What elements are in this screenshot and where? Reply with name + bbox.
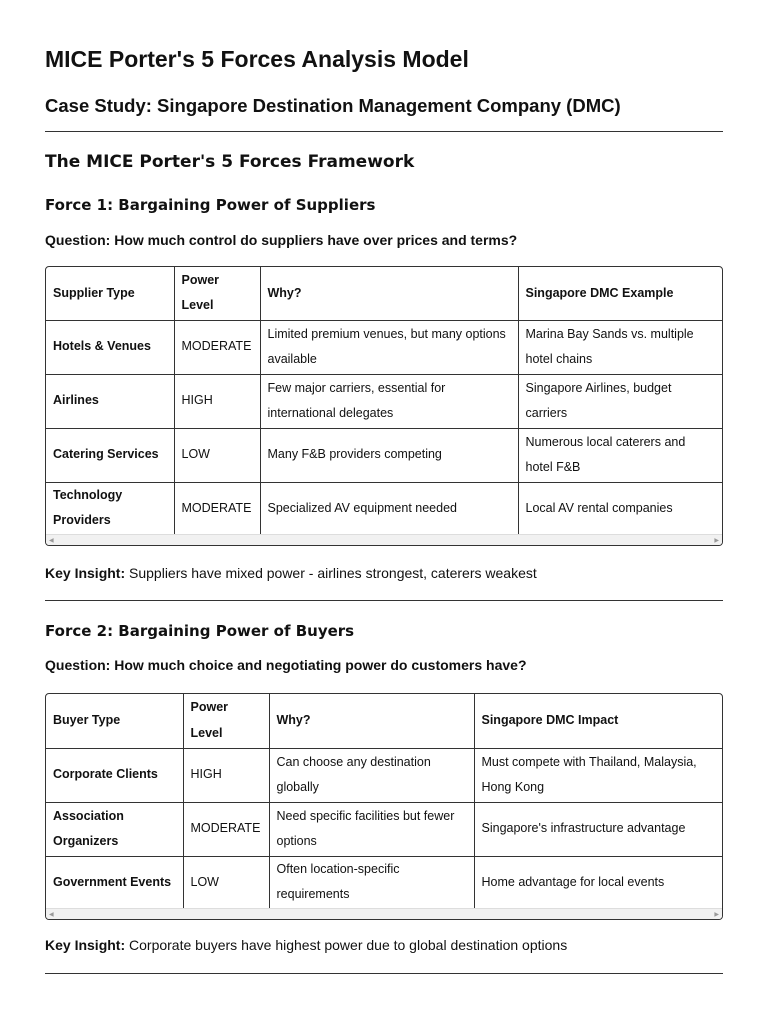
force2-heading: Force 2: Bargaining Power of Buyers (45, 622, 355, 640)
power-level-cell: MODERATE (174, 320, 260, 374)
example-cell: Singapore Airlines, budget carriers (518, 374, 722, 428)
power-level-cell: HIGH (174, 374, 260, 428)
insight-text: Suppliers have mixed power - airlines strongest, caterers weakest (125, 565, 537, 581)
why-cell: Need specific facilities but fewer options (269, 802, 474, 856)
power-level-cell: MODERATE (183, 802, 269, 856)
force1-heading: Force 1: Bargaining Power of Suppliers (45, 196, 376, 214)
table-row (46, 748, 722, 802)
insight-text: Corporate buyers have highest power due to global destination options (125, 937, 568, 953)
table-header-row (46, 694, 722, 748)
supplier-type-cell: Airlines (46, 374, 174, 428)
table-row (46, 320, 722, 374)
why-cell: Many F&B providers competing (260, 428, 518, 482)
example-cell: Marina Bay Sands vs. multiple hotel chains (518, 320, 722, 374)
scroll-left-arrow-icon[interactable]: ◀ (49, 912, 54, 918)
supplier-type-cell: Hotels & Venues (46, 320, 174, 374)
column-header: Singapore DMC Impact (474, 694, 722, 748)
force1-key-insight (45, 565, 537, 581)
example-cell: Local AV rental companies (518, 482, 722, 534)
force1-question: Question: How much control do suppliers have over prices and terms? (45, 232, 518, 248)
force2-key-insight (45, 937, 567, 953)
buyer-type-cell: Association Organizers (46, 802, 183, 856)
supplier-type-cell: Catering Services (46, 428, 174, 482)
table-row (46, 856, 722, 908)
buyers-table (46, 694, 722, 908)
column-header: Why? (260, 267, 518, 320)
force2-question: Question: How much choice and negotiating power do customers have? (45, 657, 527, 673)
page-title: MICE Porter's 5 Forces Analysis Model (45, 46, 469, 72)
table-header-row (46, 267, 722, 320)
scroll-right-arrow-icon[interactable]: ▶ (714, 538, 719, 544)
column-header: Power Level (183, 694, 269, 748)
column-header: Buyer Type (46, 694, 183, 748)
suppliers-table-container[interactable] (45, 266, 723, 546)
column-header: Why? (269, 694, 474, 748)
power-level-cell: LOW (183, 856, 269, 908)
why-cell: Specialized AV equipment needed (260, 482, 518, 534)
insight-label: Key Insight: (45, 937, 126, 953)
power-level-cell: MODERATE (174, 482, 260, 534)
horizontal-scrollbar[interactable] (46, 534, 722, 545)
why-cell: Can choose any destination globally (269, 748, 474, 802)
table-row (46, 482, 722, 534)
page-subtitle: Case Study: Singapore Destination Management Company (DMC) (45, 95, 621, 116)
supplier-type-cell: Technology Providers (46, 482, 174, 534)
divider (45, 600, 723, 601)
scroll-left-arrow-icon[interactable]: ◀ (49, 538, 54, 544)
scroll-right-arrow-icon[interactable]: ▶ (714, 912, 719, 918)
column-header: Power Level (174, 267, 260, 320)
buyers-table-container[interactable] (45, 693, 723, 920)
divider (45, 131, 723, 132)
column-header: Supplier Type (46, 267, 174, 320)
power-level-cell: LOW (174, 428, 260, 482)
framework-heading: The MICE Porter's 5 Forces Framework (45, 152, 415, 172)
insight-label: Key Insight: (45, 565, 126, 581)
power-level-cell: HIGH (183, 748, 269, 802)
column-header: Singapore DMC Example (518, 267, 722, 320)
suppliers-table (46, 267, 722, 534)
impact-cell: Must compete with Thailand, Malaysia, Hong Kong (474, 748, 722, 802)
divider (45, 973, 723, 974)
impact-cell: Home advantage for local events (474, 856, 722, 908)
why-cell: Often location-specific requirements (269, 856, 474, 908)
table-row (46, 374, 722, 428)
why-cell: Few major carriers, essential for international delegates (260, 374, 518, 428)
impact-cell: Singapore's infrastructure advantage (474, 802, 722, 856)
table-row (46, 802, 722, 856)
why-cell: Limited premium venues, but many options available (260, 320, 518, 374)
table-row (46, 428, 722, 482)
example-cell: Numerous local caterers and hotel F&B (518, 428, 722, 482)
horizontal-scrollbar[interactable] (46, 908, 722, 919)
buyer-type-cell: Government Events (46, 856, 183, 908)
buyer-type-cell: Corporate Clients (46, 748, 183, 802)
